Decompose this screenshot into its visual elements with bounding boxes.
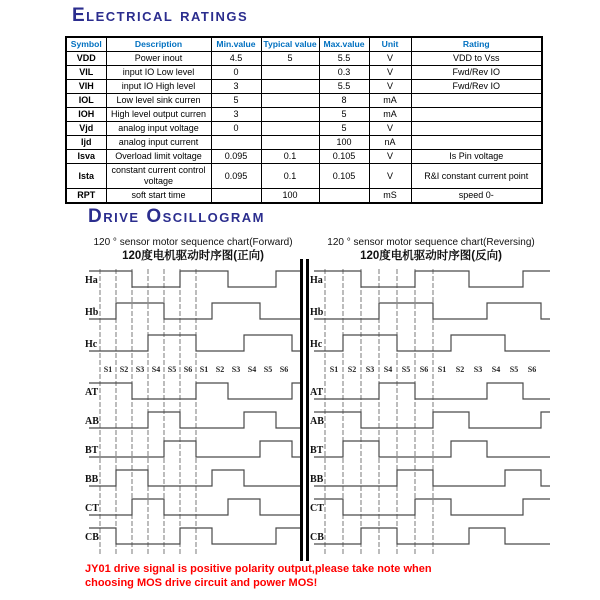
table-cell: constant current control voltage [106, 164, 211, 189]
state-label: S5 [167, 365, 177, 374]
signal-waveform [89, 303, 300, 319]
signal-waveform [89, 470, 300, 486]
signal-label: Hc [85, 339, 98, 350]
table-cell: High level output curren [106, 108, 211, 122]
table-cell: Isva [66, 150, 106, 164]
signal-waveform [314, 303, 550, 319]
electrical-ratings-heading: Electrical ratings [72, 5, 249, 26]
table-cell: VIL [66, 66, 106, 80]
table-cell: Overload limit voltage [106, 150, 211, 164]
warning-note-line2: choosing MOS drive circuit and power MOS! [85, 576, 318, 589]
table-cell [261, 108, 319, 122]
table-cell: V [369, 80, 411, 94]
table-cell: Power inout [106, 52, 211, 66]
table-column-header: Unit [369, 37, 411, 52]
table-cell [211, 189, 261, 204]
ratings-table-header [66, 37, 542, 52]
signal-waveform [314, 383, 550, 399]
forward-chart-title-en: 120 ° sensor motor sequence chart(Forward) [93, 237, 293, 248]
table-cell: 5 [261, 52, 319, 66]
table-cell: 5 [211, 94, 261, 108]
signal-label: CT [310, 503, 324, 514]
signal-label: Hb [310, 307, 324, 318]
table-cell: Vjd [66, 122, 106, 136]
state-label: S6 [183, 365, 193, 374]
signal-waveform [89, 383, 300, 399]
signal-label: Hc [310, 339, 323, 350]
table-cell: V [369, 150, 411, 164]
table-cell: R&I constant current point [411, 164, 542, 189]
state-label: S3 [473, 365, 483, 374]
table-cell: 3 [211, 108, 261, 122]
table-header-row [66, 37, 542, 52]
state-label: S2 [215, 365, 225, 374]
state-label: S5 [401, 365, 411, 374]
table-column-header: Max.value [319, 37, 369, 52]
state-label: S6 [279, 365, 289, 374]
forward-timing-diagram [85, 263, 301, 563]
table-row [66, 189, 542, 204]
signal-waveform [314, 271, 550, 287]
table-cell: Ijd [66, 136, 106, 150]
table-cell: 8 [319, 94, 369, 108]
signal-waveform [314, 499, 550, 515]
table-cell [411, 136, 542, 150]
table-column-header: Description [106, 37, 211, 52]
table-cell: VDD [66, 52, 106, 66]
table-cell: analog input current [106, 136, 211, 150]
table-cell: 0.105 [319, 150, 369, 164]
table-cell: speed 0- [411, 189, 542, 204]
signal-waveform [89, 271, 300, 287]
table-cell [411, 108, 542, 122]
signal-waveform [89, 499, 300, 515]
table-cell [261, 66, 319, 80]
table-cell: V [369, 164, 411, 189]
table-cell: VDD to Vss [411, 52, 542, 66]
table-cell: nA [369, 136, 411, 150]
table-cell: 5 [319, 122, 369, 136]
state-label: S4 [151, 365, 161, 374]
table-cell [261, 80, 319, 94]
signal-label: BT [310, 445, 324, 456]
signal-label: Hb [85, 307, 99, 318]
table-cell: Fwd/Rev IO [411, 66, 542, 80]
signal-waveform [89, 412, 300, 428]
signal-waveform [89, 335, 300, 351]
table-cell: 5.5 [319, 80, 369, 94]
signal-label: BB [85, 474, 99, 485]
table-cell: soft start time [106, 189, 211, 204]
table-cell: 0 [211, 122, 261, 136]
table-cell: 3 [211, 80, 261, 94]
state-label: S3 [135, 365, 145, 374]
state-label: S5 [509, 365, 519, 374]
signal-label: CB [310, 532, 324, 543]
state-label: S2 [455, 365, 465, 374]
table-cell [411, 122, 542, 136]
state-label: S4 [383, 365, 393, 374]
table-cell: 0 [211, 66, 261, 80]
table-cell [319, 189, 369, 204]
table-row [66, 80, 542, 94]
signal-label: AT [85, 387, 99, 398]
table-cell [261, 136, 319, 150]
table-column-header: Symbol [66, 37, 106, 52]
diagram-separator [300, 259, 309, 561]
signal-waveform [314, 335, 550, 351]
table-row [66, 150, 542, 164]
table-cell: 0.1 [261, 150, 319, 164]
reversing-chart-title-en: 120 ° sensor motor sequence chart(Reversing) [327, 237, 535, 248]
signal-label: Ha [85, 275, 98, 286]
state-label: S5 [263, 365, 273, 374]
table-cell: Fwd/Rev IO [411, 80, 542, 94]
table-cell: 5 [319, 108, 369, 122]
table-cell: 100 [319, 136, 369, 150]
table-cell: input IO High level [106, 80, 211, 94]
signal-label: AB [85, 416, 99, 427]
state-label: S3 [365, 365, 375, 374]
table-column-header: Rating [411, 37, 542, 52]
table-cell: Low level sink curren [106, 94, 211, 108]
table-column-header: Min.value [211, 37, 261, 52]
table-cell [261, 94, 319, 108]
table-cell: IOL [66, 94, 106, 108]
table-cell: RPT [66, 189, 106, 204]
signal-label: AB [310, 416, 324, 427]
table-cell: 0.095 [211, 150, 261, 164]
reversing-timing-diagram [310, 263, 552, 563]
table-row [66, 52, 542, 66]
signal-waveform [314, 470, 550, 486]
table-cell: Is Pin voltage [411, 150, 542, 164]
state-label: S2 [119, 365, 129, 374]
table-cell: VIH [66, 80, 106, 94]
table-cell: 5.5 [319, 52, 369, 66]
reversing-chart-title-zh: 120度电机驱动时序图(反向) [360, 250, 502, 262]
state-label: S2 [347, 365, 357, 374]
forward-chart-title-zh: 120度电机驱动时序图(正向) [122, 250, 264, 262]
oscillogram-reversing [310, 237, 552, 563]
table-cell: 0.095 [211, 164, 261, 189]
signal-waveform [314, 412, 550, 428]
table-cell: 4.5 [211, 52, 261, 66]
signal-waveform [314, 441, 550, 457]
signal-waveform [89, 528, 300, 544]
table-cell [211, 136, 261, 150]
ratings-table-body [66, 52, 542, 204]
table-cell: V [369, 52, 411, 66]
drive-oscillogram-heading: Drive Oscillogram [88, 206, 266, 227]
table-cell: input IO Low level [106, 66, 211, 80]
table-cell [261, 122, 319, 136]
signal-waveform [314, 528, 550, 544]
table-row [66, 164, 542, 189]
table-cell: V [369, 66, 411, 80]
table-row [66, 108, 542, 122]
table-cell: mA [369, 94, 411, 108]
state-label: S4 [247, 365, 257, 374]
state-label: S6 [527, 365, 537, 374]
state-label: S6 [419, 365, 429, 374]
warning-note [85, 563, 432, 590]
table-cell [411, 94, 542, 108]
signal-label: BT [85, 445, 99, 456]
state-label: S1 [103, 365, 113, 374]
table-cell: analog input voltage [106, 122, 211, 136]
table-cell: 0.105 [319, 164, 369, 189]
table-cell: 100 [261, 189, 319, 204]
signal-label: BB [310, 474, 324, 485]
table-row [66, 66, 542, 80]
table-cell: V [369, 122, 411, 136]
signal-label: AT [310, 387, 324, 398]
table-cell: mA [369, 108, 411, 122]
signal-waveform [89, 441, 300, 457]
signal-label: CB [85, 532, 99, 543]
table-cell: 0.1 [261, 164, 319, 189]
electrical-ratings-table [65, 36, 543, 204]
state-label: S1 [437, 365, 447, 374]
table-cell: Ista [66, 164, 106, 189]
table-row [66, 136, 542, 150]
state-label: S4 [491, 365, 501, 374]
table-cell: IOH [66, 108, 106, 122]
signal-label: CT [85, 503, 99, 514]
table-cell: 0.3 [319, 66, 369, 80]
table-column-header: Typical value [261, 37, 319, 52]
state-label: S1 [329, 365, 339, 374]
table-cell: mS [369, 189, 411, 204]
oscillogram-forward [85, 237, 301, 563]
table-row [66, 122, 542, 136]
state-label: S3 [231, 365, 241, 374]
state-label: S1 [199, 365, 209, 374]
warning-note-line1: JY01 drive signal is positive polarity output,please take note when [85, 563, 432, 575]
signal-label: Ha [310, 275, 323, 286]
table-row [66, 94, 542, 108]
